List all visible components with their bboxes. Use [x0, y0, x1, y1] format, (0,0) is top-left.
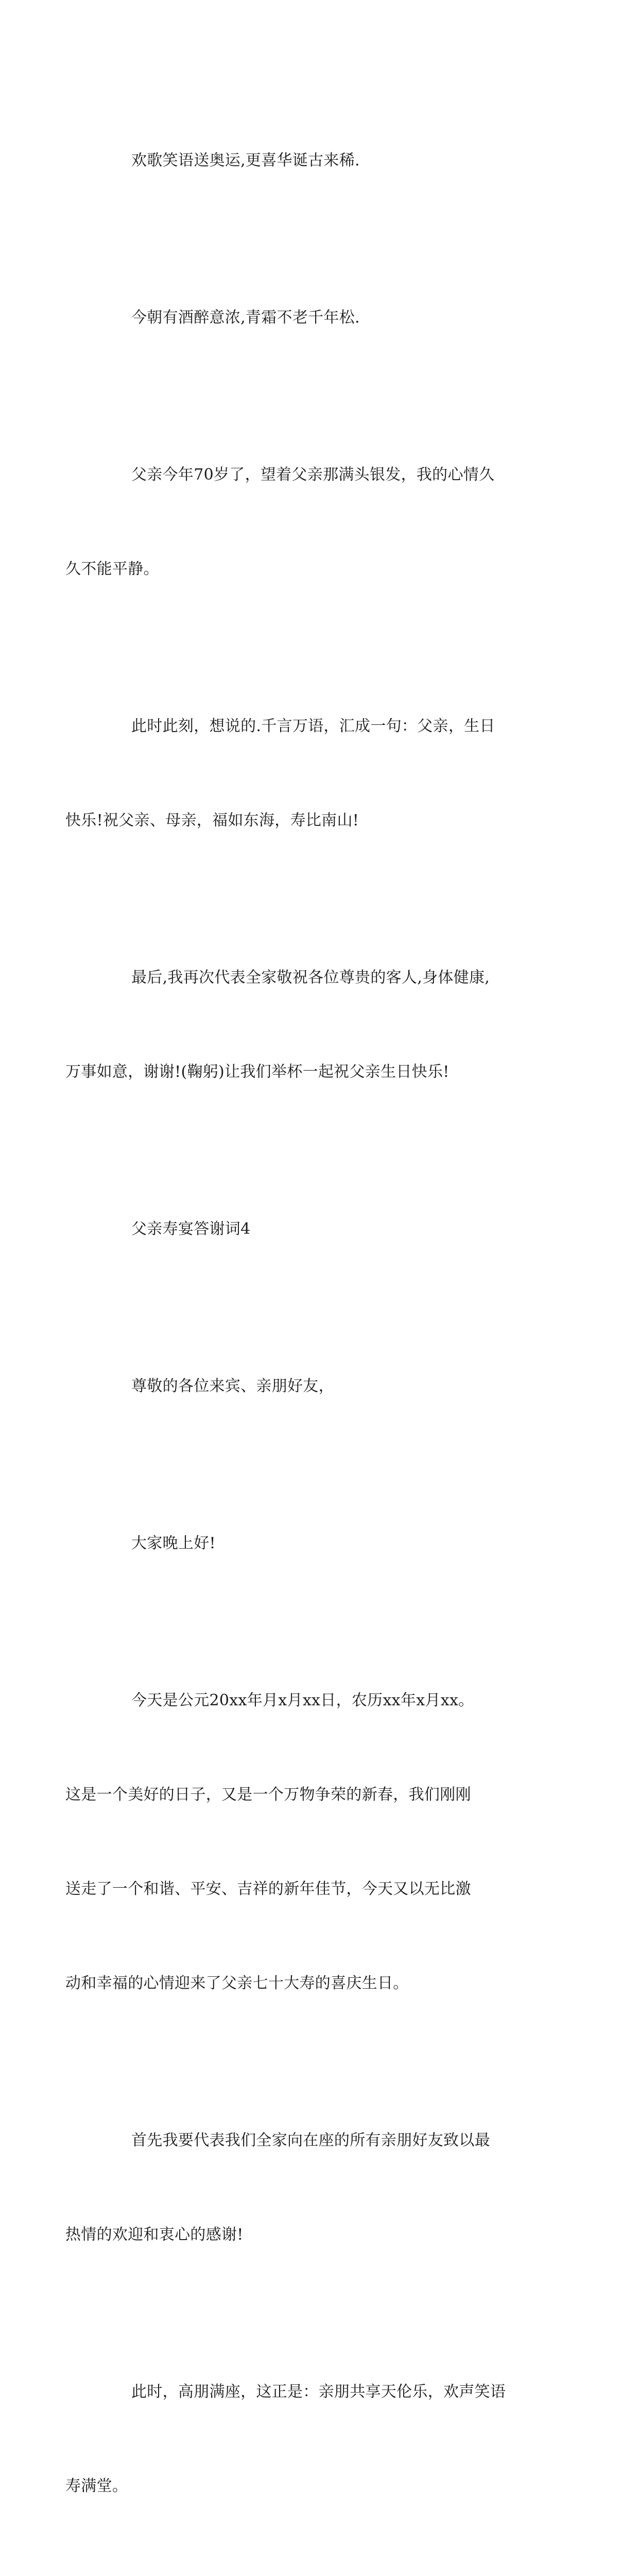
text-line: 动和幸福的心情迎来了父亲七十大寿的喜庆生日。 — [65, 1974, 409, 1992]
text-line: 父亲寿宴答谢词4 — [131, 1220, 251, 1238]
paragraph — [65, 1622, 541, 2062]
text-line: 久不能平静。 — [65, 560, 159, 578]
text-line: 万事如意，谢谢!(鞠躬)让我们举杯一起祝父亲生日快乐! — [65, 1063, 450, 1081]
paragraph — [98, 239, 541, 396]
text-line: 送走了一个和谐、平安、吉祥的新年佳节，今天又以无比激 — [65, 1880, 471, 1898]
text-line: 尊敬的各位来宾、亲朋好友， — [131, 1377, 334, 1395]
text-line: 首先我要代表我们全家向在座的所有亲朋好友致以最 — [131, 2131, 490, 2149]
text-line: 父亲今年70岁了，望着父亲那满头银发，我的心情久 — [131, 466, 495, 484]
paragraph — [98, 82, 541, 239]
paragraph — [65, 2313, 541, 2565]
text-line: 欢歌笑语送奥运,更喜华诞古来稀. — [131, 151, 360, 170]
text-line: 此时此刻，想说的.千言万语，汇成一句：父亲，生日 — [131, 717, 495, 735]
section-heading — [98, 1150, 541, 1308]
text-line: 这是一个美好的日子，又是一个万物争荣的新春，我们刚刚 — [65, 1786, 471, 1804]
text-line: 大家晚上好! — [131, 1534, 216, 1552]
paragraph — [65, 396, 541, 648]
text-line: 今天是公元20xx年月x月xx日，农历xx年x月xx。 — [131, 1691, 474, 1709]
text-line: 此时，高朋满座，这正是：亲朋共享天伦乐，欢声笑语 — [131, 2383, 506, 2401]
greeting — [98, 1465, 541, 1622]
text-line: 寿满堂。 — [65, 2477, 128, 2495]
text-line: 今朝有酒醉意浓,青霜不老千年松. — [131, 309, 360, 327]
salutation — [98, 1308, 541, 1465]
text-line: 快乐!祝父亲、母亲，福如东海，寿比南山! — [65, 811, 359, 829]
paragraph — [65, 899, 541, 1150]
paragraph — [65, 648, 541, 899]
text-line: 最后,我再次代表全家敬祝各位尊贵的客人,身体健康, — [131, 969, 490, 987]
paragraph — [65, 2062, 541, 2313]
paragraph — [98, 2565, 541, 2576]
text-line: 热情的欢迎和衷心的感谢! — [65, 2226, 244, 2244]
document-body — [65, 82, 541, 2576]
